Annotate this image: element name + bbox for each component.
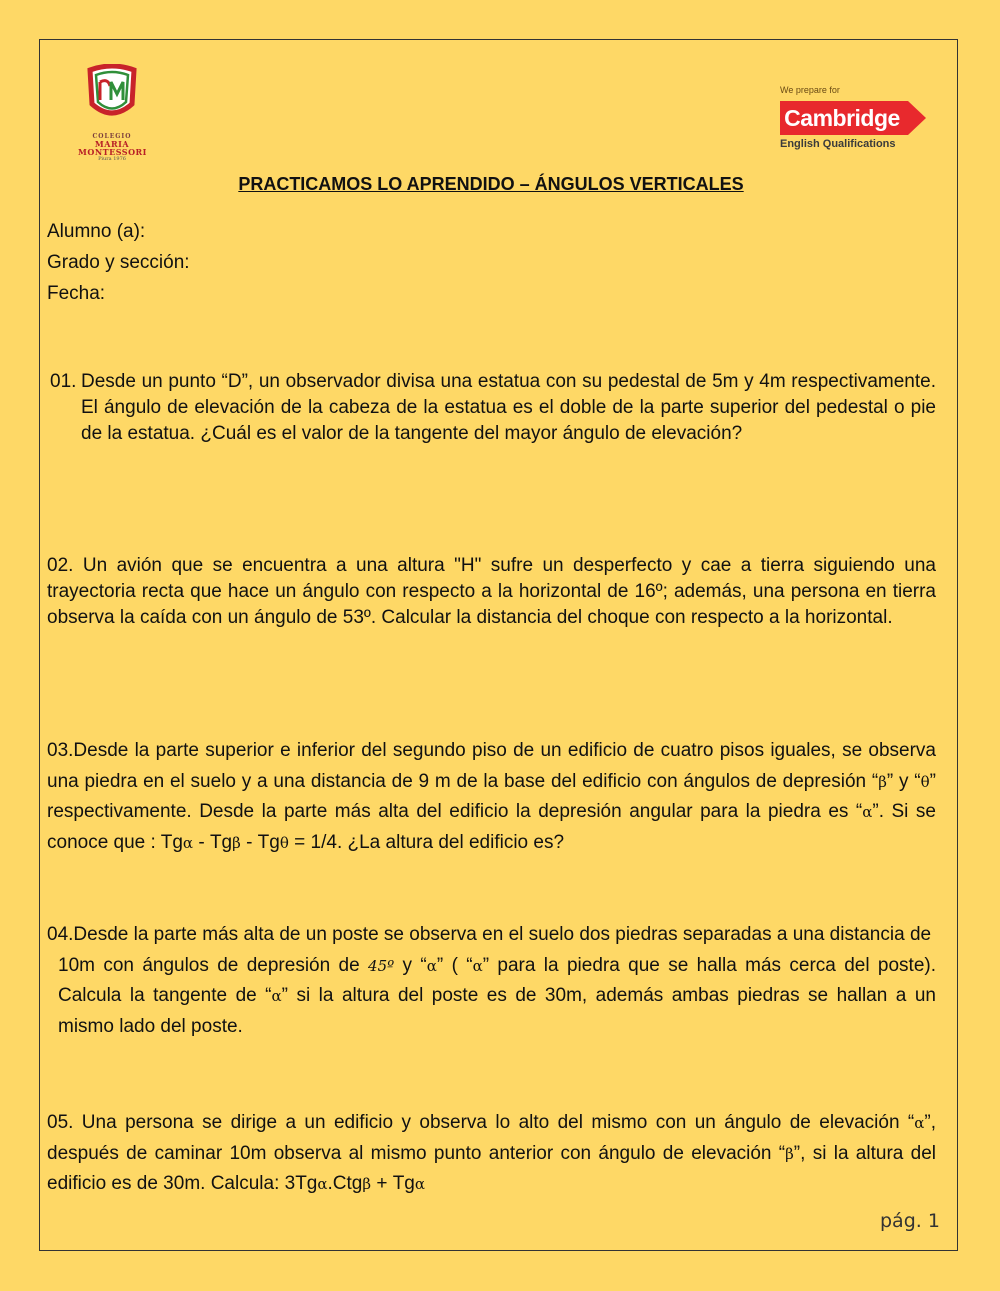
school-crest-icon	[78, 64, 146, 128]
cambridge-qualifications-text: English Qualifications	[780, 138, 896, 150]
question-3-text: - Tg	[193, 831, 233, 853]
question-4-text: y “	[394, 954, 427, 976]
grade-section-label: Grado y sección:	[47, 252, 190, 273]
logo-line-1: COLEGIO	[92, 133, 132, 140]
alpha-symbol: α	[182, 833, 194, 852]
cambridge-prep-text: We prepare for	[780, 85, 840, 95]
question-4-text: ” para la piedra que se halla más cerca del poste). Calcula la tangente de “	[58, 954, 937, 1006]
logo-line-4: Piura 1976	[98, 156, 126, 162]
question-3-text: = 1/4. ¿La altura del edificio es?	[288, 831, 565, 853]
alpha-symbol: α	[414, 1175, 426, 1193]
question-3-text: ” y “	[886, 770, 921, 792]
alpha-symbol: α	[472, 956, 483, 975]
cambridge-brand-badge	[780, 101, 930, 135]
theta-symbol: θ	[920, 772, 930, 791]
page-number: pág. 1	[880, 1210, 940, 1232]
school-logo	[78, 64, 146, 163]
angle-45-value: 45º	[368, 956, 395, 975]
question-1-number: 01.	[50, 371, 77, 392]
beta-symbol: β	[785, 1144, 794, 1163]
question-1-text: Desde un punto “D”, un observador divisa una estatua con su pedestal de 5m y 4m respectivamente. El ángulo de elevación de la cabeza de la estatua es el doble de la parte superior del pedestal o pie de la estatua. ¿Cuál es el valor de la tangente del mayor ángulo de elevación?	[81, 371, 936, 444]
question-2-text: 02. Un avión que se encuentra a una altura "H" sufre un desperfecto y cae a tierra siguiendo una trayectoria recta que hace un ángulo con respecto a la horizontal de 16º; además, una persona en tierra observa la caída con un ángulo de 53º. Calcular la distancia del choque con respecto a la horizontal.	[47, 555, 936, 628]
question-4	[47, 920, 936, 1042]
logo-line-3: MONTESSORI	[78, 147, 147, 157]
question-2	[47, 553, 936, 631]
beta-symbol: β	[362, 1175, 372, 1193]
question-3-text: ” respectivamente. Desde la parte más alta del edificio la depresión angular para la piedra es “	[47, 770, 936, 822]
question-1	[50, 369, 936, 447]
question-5-text: .Ctg	[327, 1173, 363, 1194]
alpha-symbol: α	[426, 956, 437, 975]
question-5-text: ”, si la altura del edificio es de 30m. Calcula: 3Tg	[47, 1142, 936, 1194]
question-3-text: - Tg	[240, 831, 280, 853]
question-3-text: 03.Desde la parte superior e inferior del segundo piso de un edificio de cuatro pisos iguales, se observa una piedra en el suelo y a una distancia de 9 m de la base del edificio con ángulos de depresión “	[47, 740, 936, 792]
student-name-label: Alumno (a):	[47, 221, 146, 242]
date-label: Fecha:	[47, 283, 106, 304]
question-3-text: ”. Si se conoce que : Tg	[47, 801, 936, 853]
question-5-text: + Tg	[371, 1173, 415, 1194]
alpha-symbol: α	[317, 1175, 328, 1193]
page-title: PRACTICAMOS LO APRENDIDO – ÁNGULOS VERTICALES	[238, 174, 744, 194]
theta-symbol: θ	[279, 833, 289, 852]
beta-symbol: β	[232, 833, 241, 852]
question-5-text: 05. Una persona se dirige a un edificio y observa lo alto del mismo con un ángulo de elevación “	[47, 1112, 915, 1133]
alpha-symbol: α	[271, 987, 282, 1005]
question-5-text: ”, después de caminar 10m observa al mismo punto anterior con ángulo de elevación “	[47, 1112, 936, 1164]
cambridge-brand-text: Cambridge	[784, 105, 900, 131]
question-4-text: ” si la altura del poste es de 30m, además ambas piedras se hallan a un mismo lado del poste.	[58, 985, 936, 1037]
cambridge-logo	[780, 85, 930, 150]
question-4-text: ” ( “	[436, 954, 473, 976]
page-border	[39, 39, 958, 1251]
question-4-body	[58, 951, 936, 1043]
question-4-first-line: 04.Desde la parte más alta de un poste se observa en el suelo dos piedras separadas a una distancia de	[47, 924, 932, 945]
question-4-text: 10m con ángulos de depresión de	[58, 954, 369, 976]
logo-line-2: MARIA	[94, 139, 130, 149]
alpha-symbol: α	[862, 803, 873, 821]
beta-symbol: β	[878, 772, 887, 791]
question-3	[47, 736, 936, 858]
alpha-symbol: α	[914, 1114, 925, 1132]
question-5	[47, 1108, 936, 1200]
